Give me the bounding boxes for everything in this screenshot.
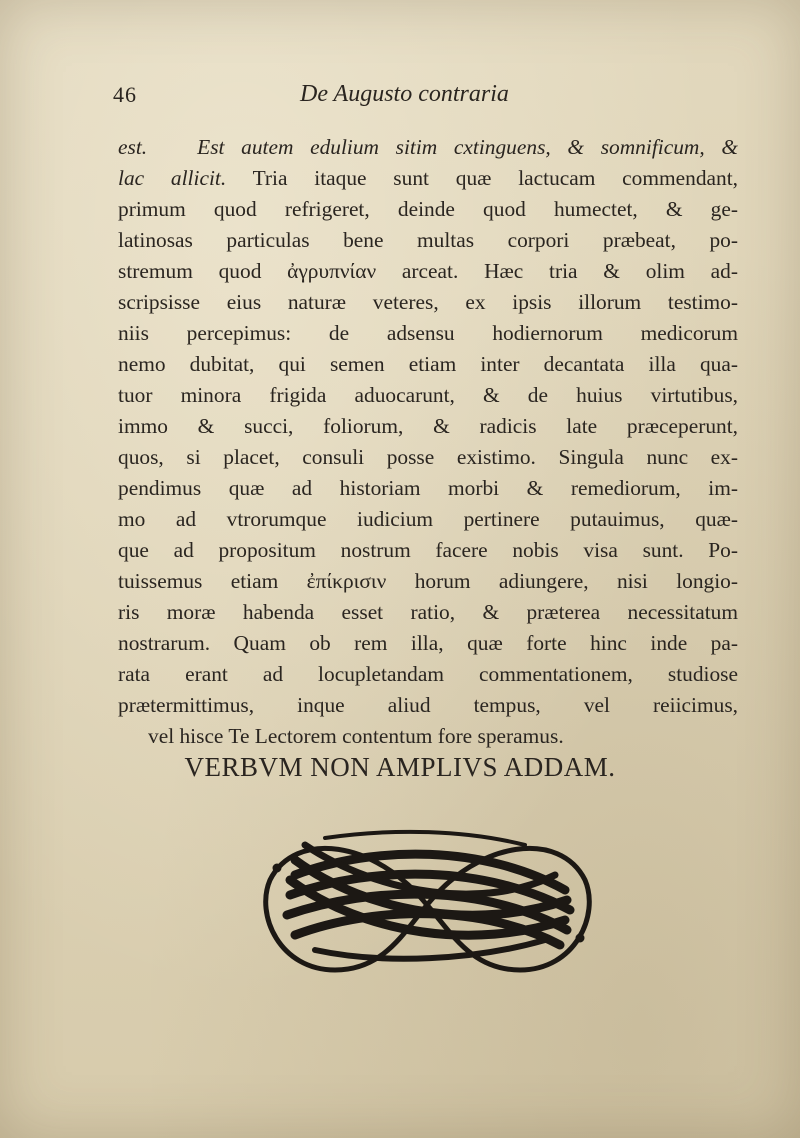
text-line: rata erant ad locupletandam commentationem, studiose (118, 662, 738, 686)
text-italic: lac allicit. (118, 166, 227, 190)
closing-line: VERBVM NON AMPLIVS ADDAM. (184, 752, 616, 782)
text-line: stremum quod ἀγρυπνίαν arceat. Hæc tria & olim ad- (118, 259, 738, 283)
text-line: primum quod refrigeret, deinde quod humectet, & ge- (118, 197, 738, 221)
text-line: latinosas particulas bene multas corpori præbeat, po- (118, 228, 738, 252)
running-head: De Augusto contraria (300, 81, 509, 107)
body-text (118, 132, 738, 752)
text-line: vel hisce Te Lectorem contentum fore speramus. (148, 724, 564, 748)
text-line: niis percepimus: de adsensu hodiernorum medicorum (118, 321, 738, 345)
calligraphic-flourish-icon (255, 820, 600, 990)
text-line: nemo dubitat, qui semen etiam inter decantata illa qua- (118, 352, 738, 376)
text-line: que ad propositum nostrum facere nobis visa sunt. Po- (118, 538, 738, 562)
page-number: 46 (113, 82, 137, 107)
text-line: mo ad vtrorumque iudicium pertinere putauimus, quæ- (118, 507, 738, 531)
text-line (118, 163, 738, 194)
text-line: nostrarum. Quam ob rem illa, quæ forte hinc inde pa- (118, 631, 738, 655)
page-header (0, 78, 800, 118)
text-line: scripsisse eius naturæ veteres, ex ipsis illorum testimo- (118, 290, 738, 314)
text-line: ris moræ habenda esset ratio, & præterea necessitatum (118, 600, 738, 624)
text-line (118, 132, 738, 163)
text-italic: Est autem edulium sitim cxtinguens, & somnificum, & (197, 135, 738, 159)
text-line: quos, si placet, consuli posse existimo. Singula nunc ex- (118, 445, 738, 469)
text-line: pendimus quæ ad historiam morbi & remediorum, im- (118, 476, 738, 500)
text-line: tuor minora frigida aduocarunt, & de huius virtutibus, (118, 383, 738, 407)
text-line: tuissemus etiam ἐπίκρισιν horum adiungere, nisi longio- (118, 569, 738, 593)
text-line: immo & succi, foliorum, & radicis late præceperunt, (118, 414, 738, 438)
text-roman: Tria itaque sunt quæ lactucam commendant, (226, 166, 739, 190)
text-line: prætermittimus, inque aliud tempus, vel reiicimus, (118, 693, 738, 717)
text-italic: est. (118, 135, 148, 159)
